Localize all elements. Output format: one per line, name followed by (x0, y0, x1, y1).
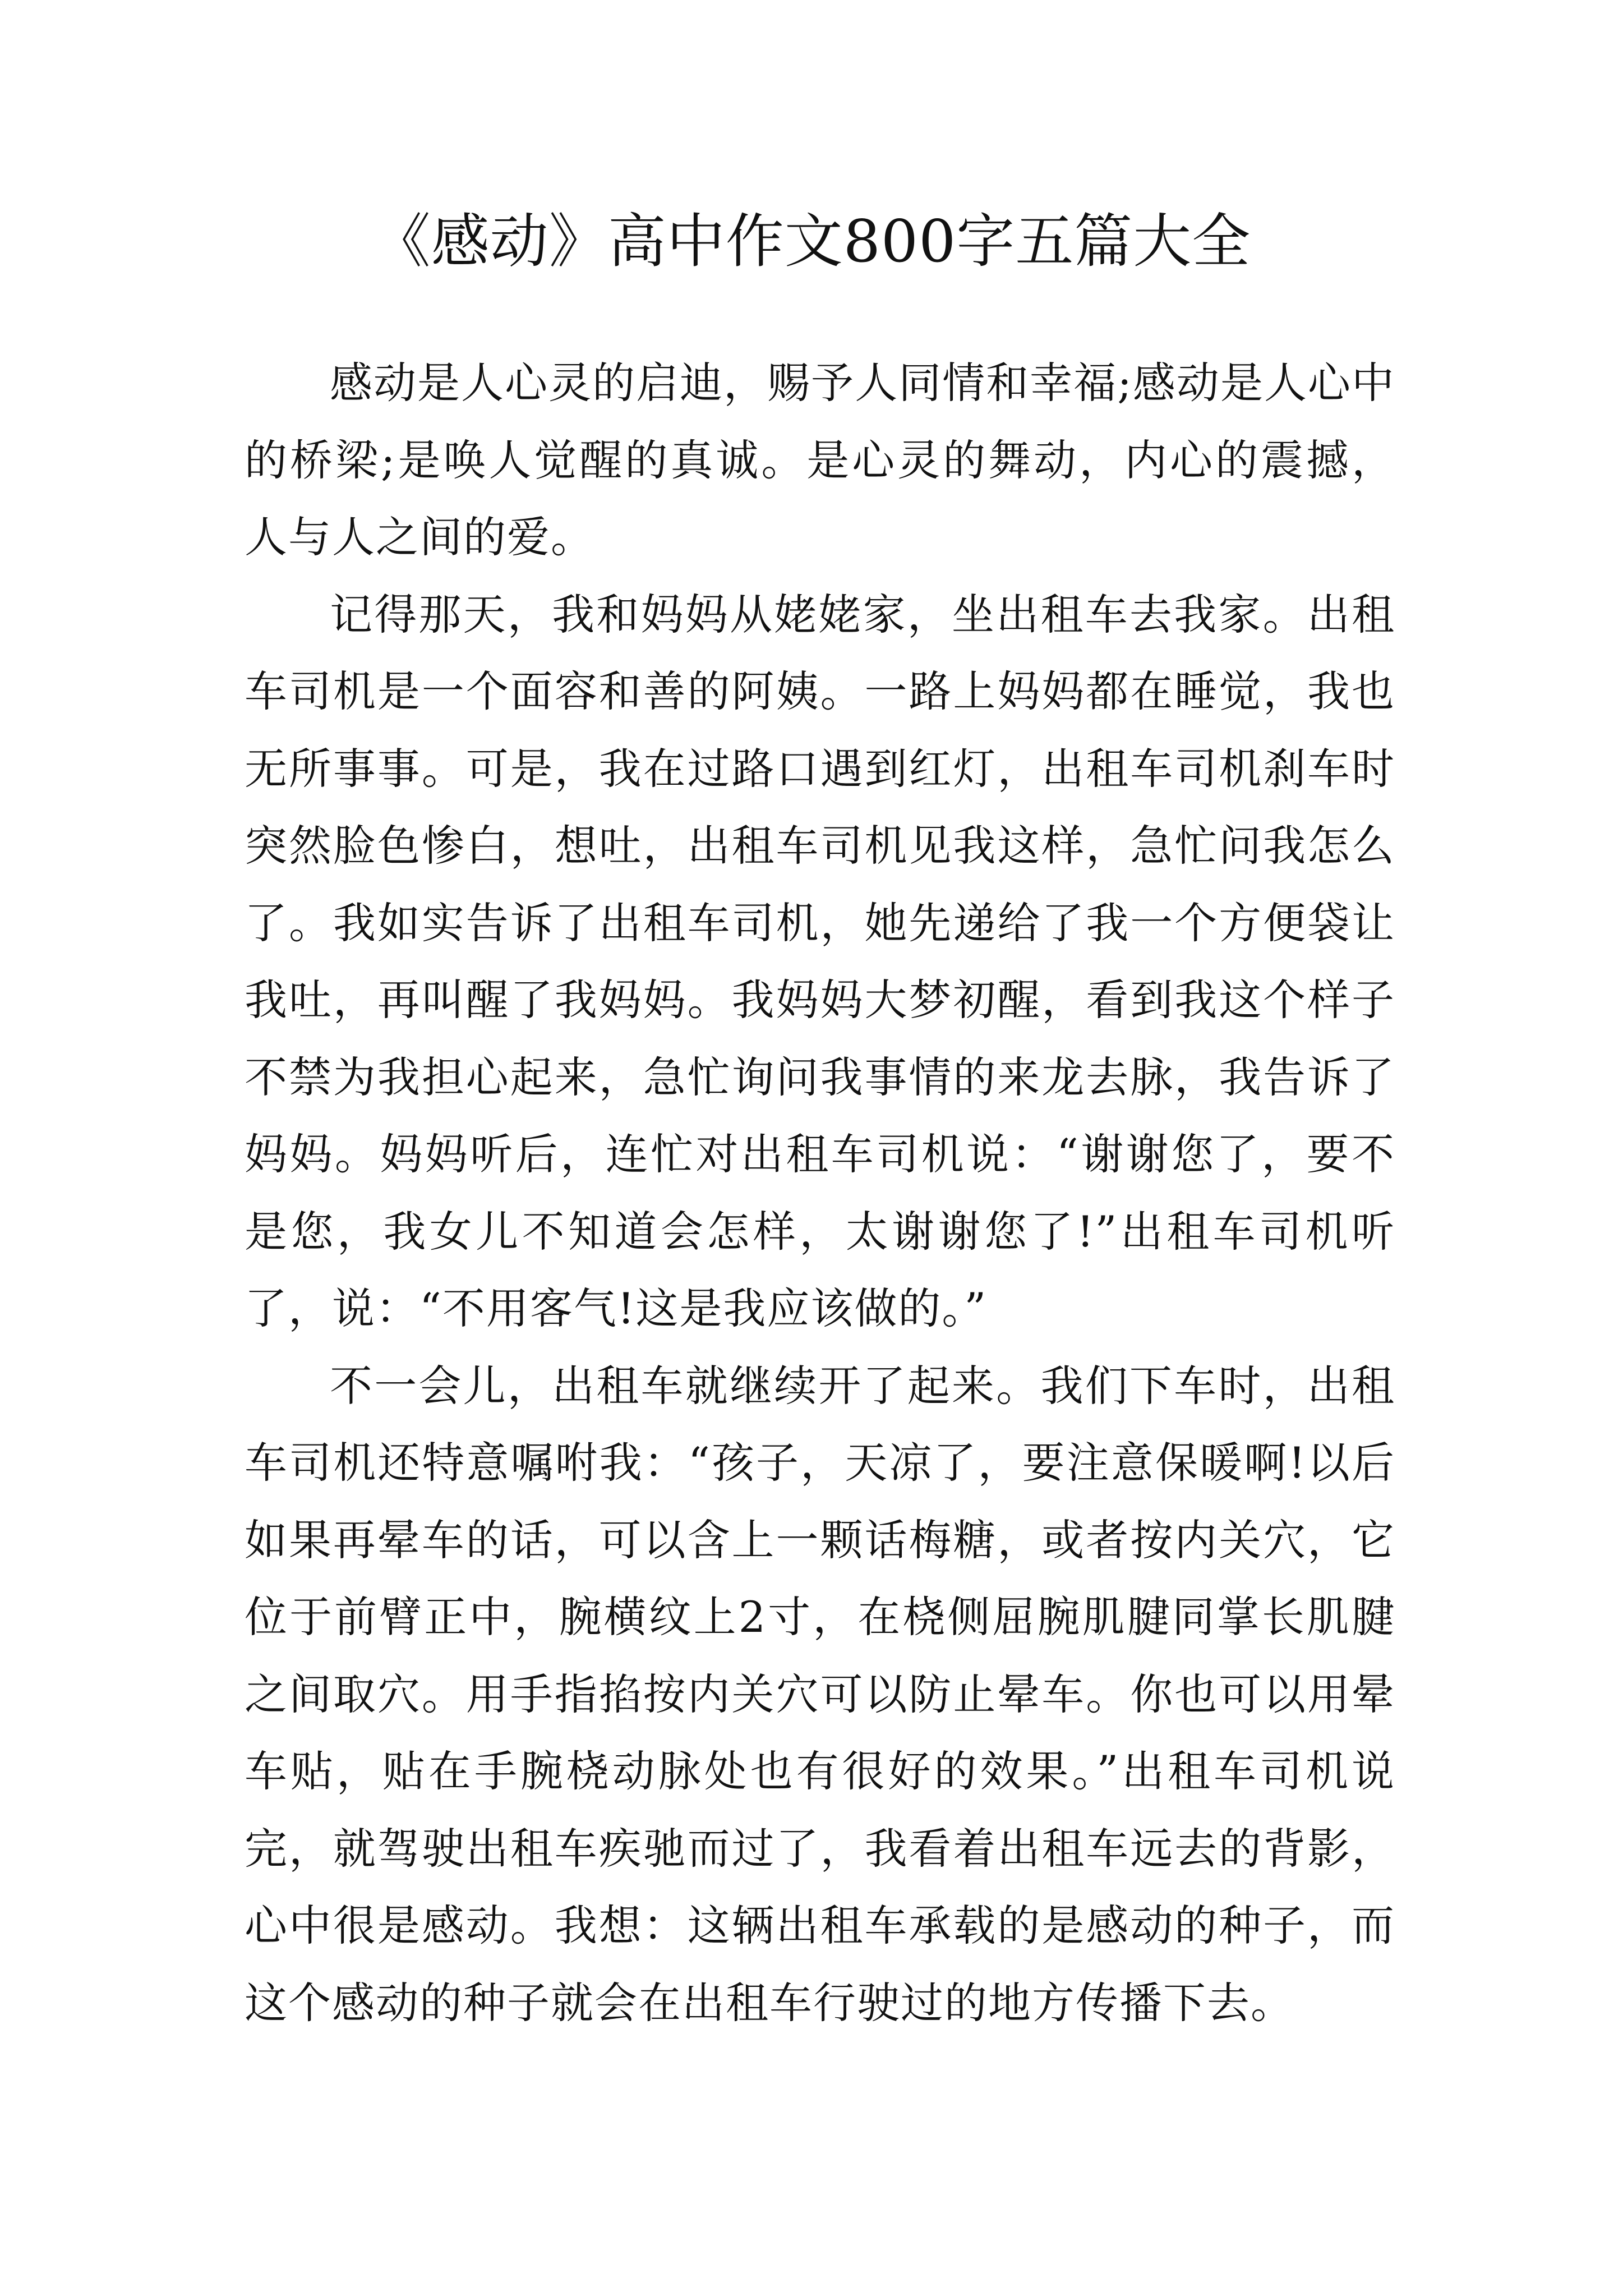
document-title: 《感动》高中作文800字五篇大全 (372, 207, 1251, 275)
paragraph-3: 不一会儿，出租车就继续开了起来。我们下车时，出租车司机还特意嘱咐我：“孩子，天凉了，要注意保暖啊!以后如果再晕车的话，可以含上一颗话梅糖，或者按内关穴，它位于前臂正中，腕横纹上2寸，在桡侧屈腕肌腱同掌长肌腱之间取穴。用手指掐按内关穴可以防止晕车。你也可以用晕车贴，贴在手腕桡动脉处也有很好的效果。”出租车司机说完，就驾驶出租车疾驰而过了，我看着出租车远去的背影，心中很是感动。我想：这辆出租车承载的是感动的种子，而这个感动的种子就会在出租车行驶过的地方传播下去。 (245, 1360, 1395, 2028)
paragraph-2: 记得那天，我和妈妈从姥姥家，坐出租车去我家。出租车司机是一个面容和善的阿姨。一路上妈妈都在睡觉，我也无所事事。可是，我在过路口遇到红灯，出租车司机刹车时突然脸色惨白，想吐，出租车司机见我这样，急忙问我怎么了。我如实告诉了出租车司机，她先递给了我一个方便袋让我吐，再叫醒了我妈妈。我妈妈大梦初醒，看到我这个样子不禁为我担心起来，急忙询问我事情的来龙去脉，我告诉了妈妈。妈妈听后，连忙对出租车司机说：“谢谢您了，要不是您，我女儿不知道会怎样，太谢谢您了!”出租车司机听了，说：“不用客气!这是我应该做的。” (245, 589, 1395, 1333)
document-body (245, 344, 1395, 2041)
paragraph-1: 感动是人心灵的启迪，赐予人同情和幸福;感动是人心中的桥梁;是唤人觉醒的真诚。是心灵的舞动，内心的震撼，人与人之间的爱。 (245, 358, 1395, 562)
